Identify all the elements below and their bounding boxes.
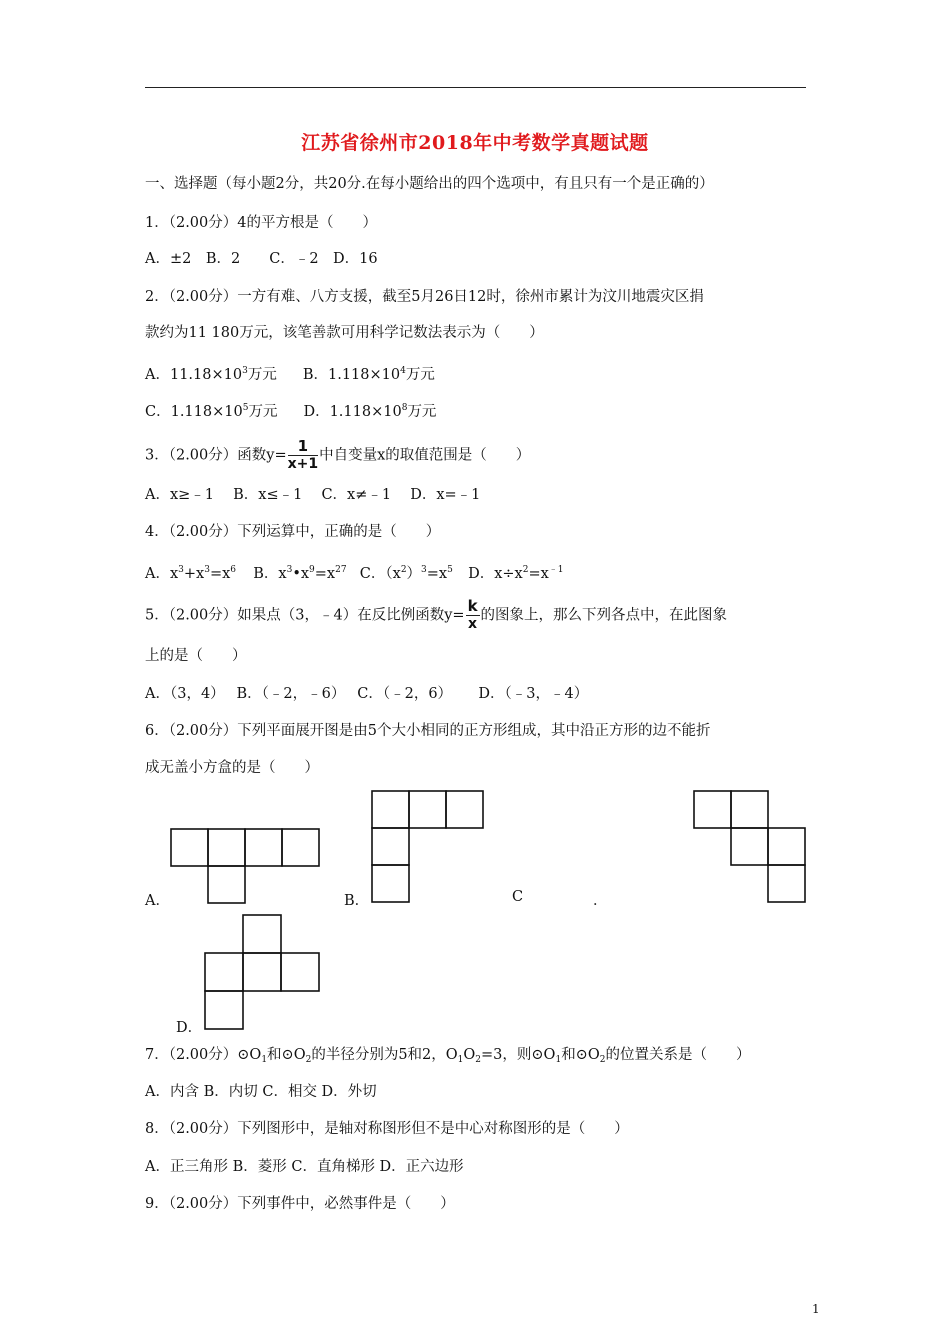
q2-options-row2 — [145, 398, 436, 422]
net-a-figure — [170, 828, 322, 906]
section-heading: 一、选择题（每小题2分，共20分.在每小题给出的四个选项中，有且只有一个是正确的） — [145, 176, 714, 192]
q2-options-row1 — [145, 361, 435, 385]
q5-stem-line2: 上的是（ ） — [145, 648, 247, 664]
q6-label-c-dot: ． — [593, 893, 608, 909]
page-title: 江苏省徐州市2018年中考数学真题试题 — [301, 132, 649, 154]
net-b-figure — [371, 790, 486, 906]
q1-stem: 1．（2.00分）4的平方根是（ ） — [145, 215, 377, 231]
q1-options: A．±2 B．2 C．﹣2 D．16 — [145, 251, 378, 267]
q6-label-b: B． — [344, 893, 370, 909]
q8-stem: 8．（2.00分）下列图形中，是轴对称图形但不是中心对称图形的是（ ） — [145, 1121, 629, 1137]
q5-stem-line1: 5．（2.00分）如果点（3，﹣4）在反比例函数y= $\frac{k}{x}$ 的图象上，那么下列各点中，在此图象 — [145, 597, 728, 632]
q3-stem: 3．（2.00分）函数y= $\frac{1}{x+1}$ 中自变量x的取值范围是（ ） — [145, 437, 531, 472]
q6-label-a: A． — [145, 893, 170, 909]
net-c-figure — [693, 790, 808, 906]
q2-stem-line2: 款约为11 180万元，该笔善款可用科学记数法表示为（ ） — [145, 325, 544, 341]
q5-options: A．（3，4） B．（﹣2，﹣6） C．（﹣2，6） D．（﹣3，﹣4） — [145, 686, 589, 702]
q6-stem-line1: 6．（2.00分）下列平面展开图是由5个大小相同的正方形组成，其中沿正方形的边不能折 — [145, 723, 711, 739]
q6-label-c: C — [512, 889, 524, 905]
q7-stem: 7．（2.00分）$⊙O_1$和$⊙O_2$的半径分别为5和2，$O_1O_2=3$，则$⊙O_1$和$⊙O_2$的位置关系是（ ） — [145, 1047, 751, 1065]
q2-stem-line1: 2．（2.00分）一方有难、八方支援，截至5月26日12时，徐州市累计为汶川地震灾区捐 — [145, 289, 704, 305]
q9-stem: 9．（2.00分）下列事件中，必然事件是（ ） — [145, 1196, 455, 1212]
q6-label-d: D． — [176, 1020, 203, 1036]
q4-stem: 4．（2.00分）下列运算中，正确的是（ ） — [145, 524, 441, 540]
q7-options: A．内含 B．内切 C．相交 D．外切 — [145, 1084, 377, 1100]
q8-options: A．正三角形 B．菱形 C．直角梯形 D．正六边形 — [145, 1159, 464, 1175]
q2-option-b: B．$1.118\times 10^4$万元 — [302, 366, 435, 383]
q6-stem-line2: 成无盖小方盒的是（ ） — [145, 760, 319, 776]
net-d-figure — [204, 914, 324, 1032]
q2-option-d: D．$1.118\times 10^8$万元 — [303, 403, 437, 420]
q2-option-c: C．$1.118\times 10^5$万元 — [145, 403, 278, 420]
q2-option-a: A．$11.18\times 10^3$万元 — [145, 366, 277, 383]
header-rule — [145, 87, 806, 88]
q4-options: A．$x^3+x^3=x^6$ B．$x^3•x^9=x^{27}$ C．$(x^2)^3=x^5$ D．$x\div x^2=x^{﹣1}$ — [145, 565, 564, 582]
q3-options: A．x≥﹣1 B．x≤﹣1 C．x≠﹣1 D．x=﹣1 — [145, 487, 481, 503]
q3-fraction: $\frac{1}{x+1}$ — [287, 437, 319, 472]
page-number: 1 — [812, 1302, 820, 1316]
q5-fraction: $\frac{k}{x}$ — [467, 597, 478, 632]
